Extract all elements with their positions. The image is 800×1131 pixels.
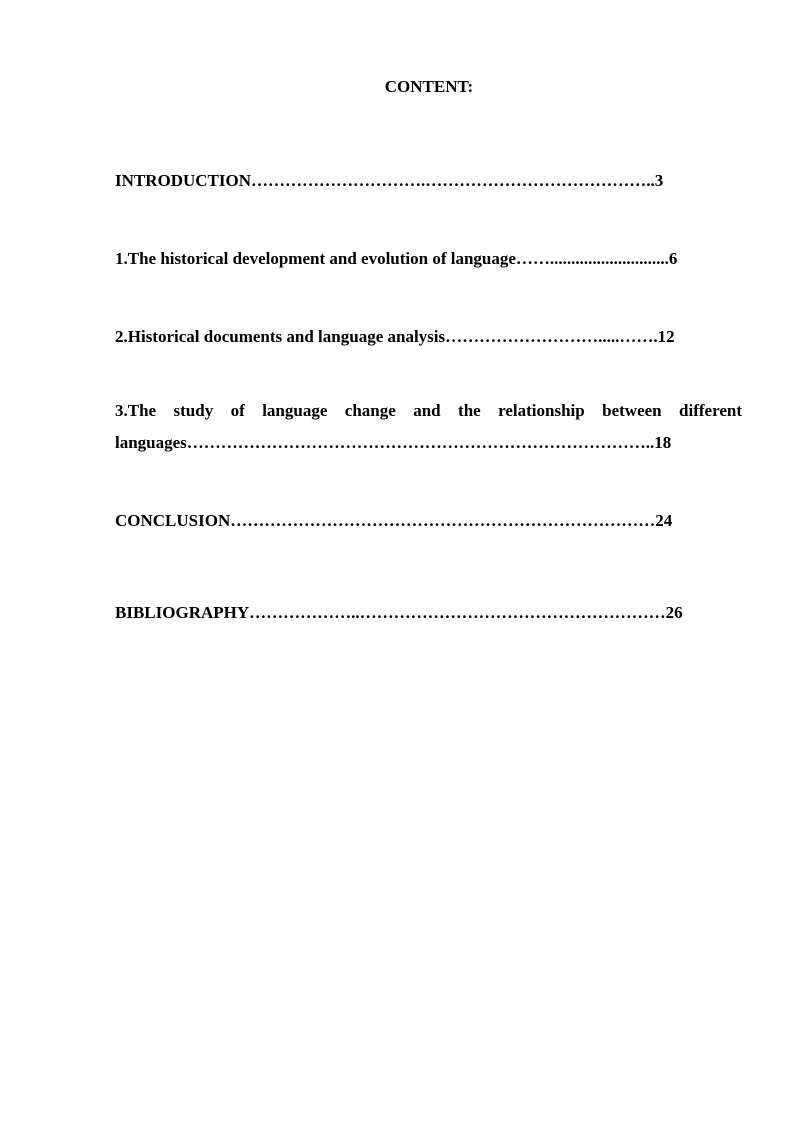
toc-entry-chapter-3-line-2: languages………………………………………………………………………..18	[115, 433, 672, 452]
toc-entry-chapter-3-line-1: 3.The study of language change and the relationship between different	[115, 401, 742, 420]
toc-entry-chapter-1: 1.The historical development and evolution of language……............................6	[115, 249, 678, 268]
toc-entry-chapter-2: 2.Historical documents and language analysis……………………….....…….12	[115, 327, 675, 346]
toc-entry-bibliography: BIBLIOGRAPHY………………..………………………………………………26	[115, 603, 683, 622]
toc-entry-introduction: INTRODUCTION………………………….…………………………………..3	[115, 171, 664, 190]
page-title: CONTENT:	[384, 77, 474, 96]
toc-entry-conclusion: CONCLUSION…………………………………………………………………24	[115, 511, 673, 530]
